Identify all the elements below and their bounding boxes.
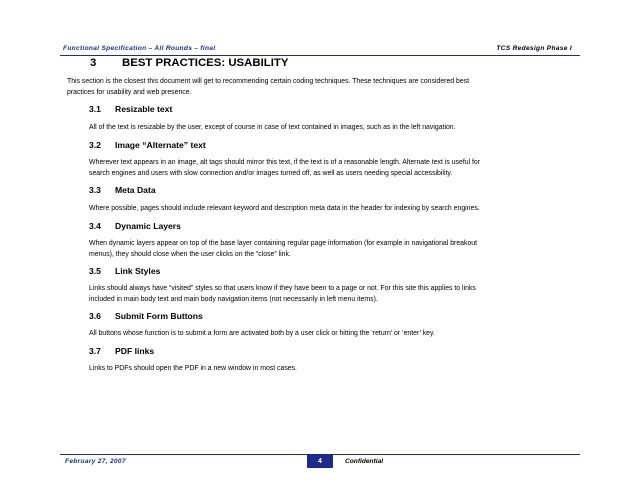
body-line: All buttons whose function is to submit a form are activated both by a user click or hitting the ‘return’ or ‘enter’ key. xyxy=(89,330,435,337)
section-number: 3.5 xyxy=(89,266,101,276)
chapter-number: 3 xyxy=(90,57,97,69)
body-line: search engines and users with slow connection and/or images turned off, as well as users needing special accessibility. xyxy=(89,170,453,177)
body-line: Wherever text appears in an image, alt tags should mirror this text, if the text is of a reasonable length. Alternate text is useful for xyxy=(89,159,481,166)
section-number: 3.1 xyxy=(89,104,101,114)
section-body-resizable-text xyxy=(89,122,456,133)
body-line: Links to PDFs should open the PDF in a new window in most cases. xyxy=(89,365,297,372)
section-heading-resizable-text xyxy=(89,104,172,114)
footer-confidential-label: Confidential xyxy=(345,458,384,465)
section-title: PDF links xyxy=(115,346,155,356)
section-body-link-styles xyxy=(89,283,476,305)
section-body-meta-data xyxy=(89,203,480,214)
body-line: included in main body text and main body navigation items (not necessarily in left menu items). xyxy=(89,296,378,303)
chapter-title: BEST PRACTICES: USABILITY xyxy=(122,57,289,69)
section-number: 3.4 xyxy=(89,221,101,231)
section-title: Resizable text xyxy=(115,104,173,114)
section-number: 3.7 xyxy=(89,346,101,356)
body-line: All of the text is resizable by the user, except of course in case of text contained in images, such as in the left navigation. xyxy=(89,124,456,131)
section-body-dynamic-layers xyxy=(89,238,477,260)
section-title: Image “Alternate” text xyxy=(115,140,206,150)
body-line: Where possible, pages should include relevant keyword and description meta data in the header for indexing by search engines. xyxy=(89,205,480,212)
section-number: 3.2 xyxy=(89,140,101,150)
section-title: Meta Data xyxy=(115,185,156,195)
intro-line: practices for usability and web presence. xyxy=(67,89,192,96)
header-project-name: TCS Redesign Phase I xyxy=(496,45,572,52)
section-heading-link-styles xyxy=(89,266,160,276)
header-doc-title: Functional Specification – All Rounds – final xyxy=(63,45,216,52)
section-heading-alt-text xyxy=(89,140,206,150)
section-body-alt-text xyxy=(89,157,480,179)
chapter-heading xyxy=(90,57,288,69)
section-number: 3.6 xyxy=(89,311,101,321)
section-heading-dynamic-layers xyxy=(89,221,181,231)
section-heading-submit-buttons xyxy=(89,311,203,321)
section-heading-pdf-links xyxy=(89,346,154,356)
body-line: menus), they should close when the user clicks on the “close” link. xyxy=(89,251,291,258)
section-title: Dynamic Layers xyxy=(115,221,181,231)
body-line: Links should always have “visited” styles so that users know if they have been to a page or not. For this site this applies to links xyxy=(89,285,476,292)
body-line: When dynamic layers appear on top of the base layer containing regular page information (for example in navigational breakout xyxy=(89,240,478,247)
section-body-submit-buttons xyxy=(89,328,435,339)
chapter-intro xyxy=(67,76,469,98)
section-number: 3.3 xyxy=(89,185,101,195)
intro-line: This section is the closest this document will get to recommending certain coding techniques. These techniques are considered best xyxy=(67,78,470,85)
page-number-badge: 4 xyxy=(307,455,333,468)
section-title: Link Styles xyxy=(115,266,161,276)
header-rule xyxy=(60,55,580,56)
section-body-pdf-links xyxy=(89,363,297,374)
section-title: Submit Form Buttons xyxy=(115,311,203,321)
footer-date: February 27, 2007 xyxy=(65,458,126,465)
section-heading-meta-data xyxy=(89,185,156,195)
